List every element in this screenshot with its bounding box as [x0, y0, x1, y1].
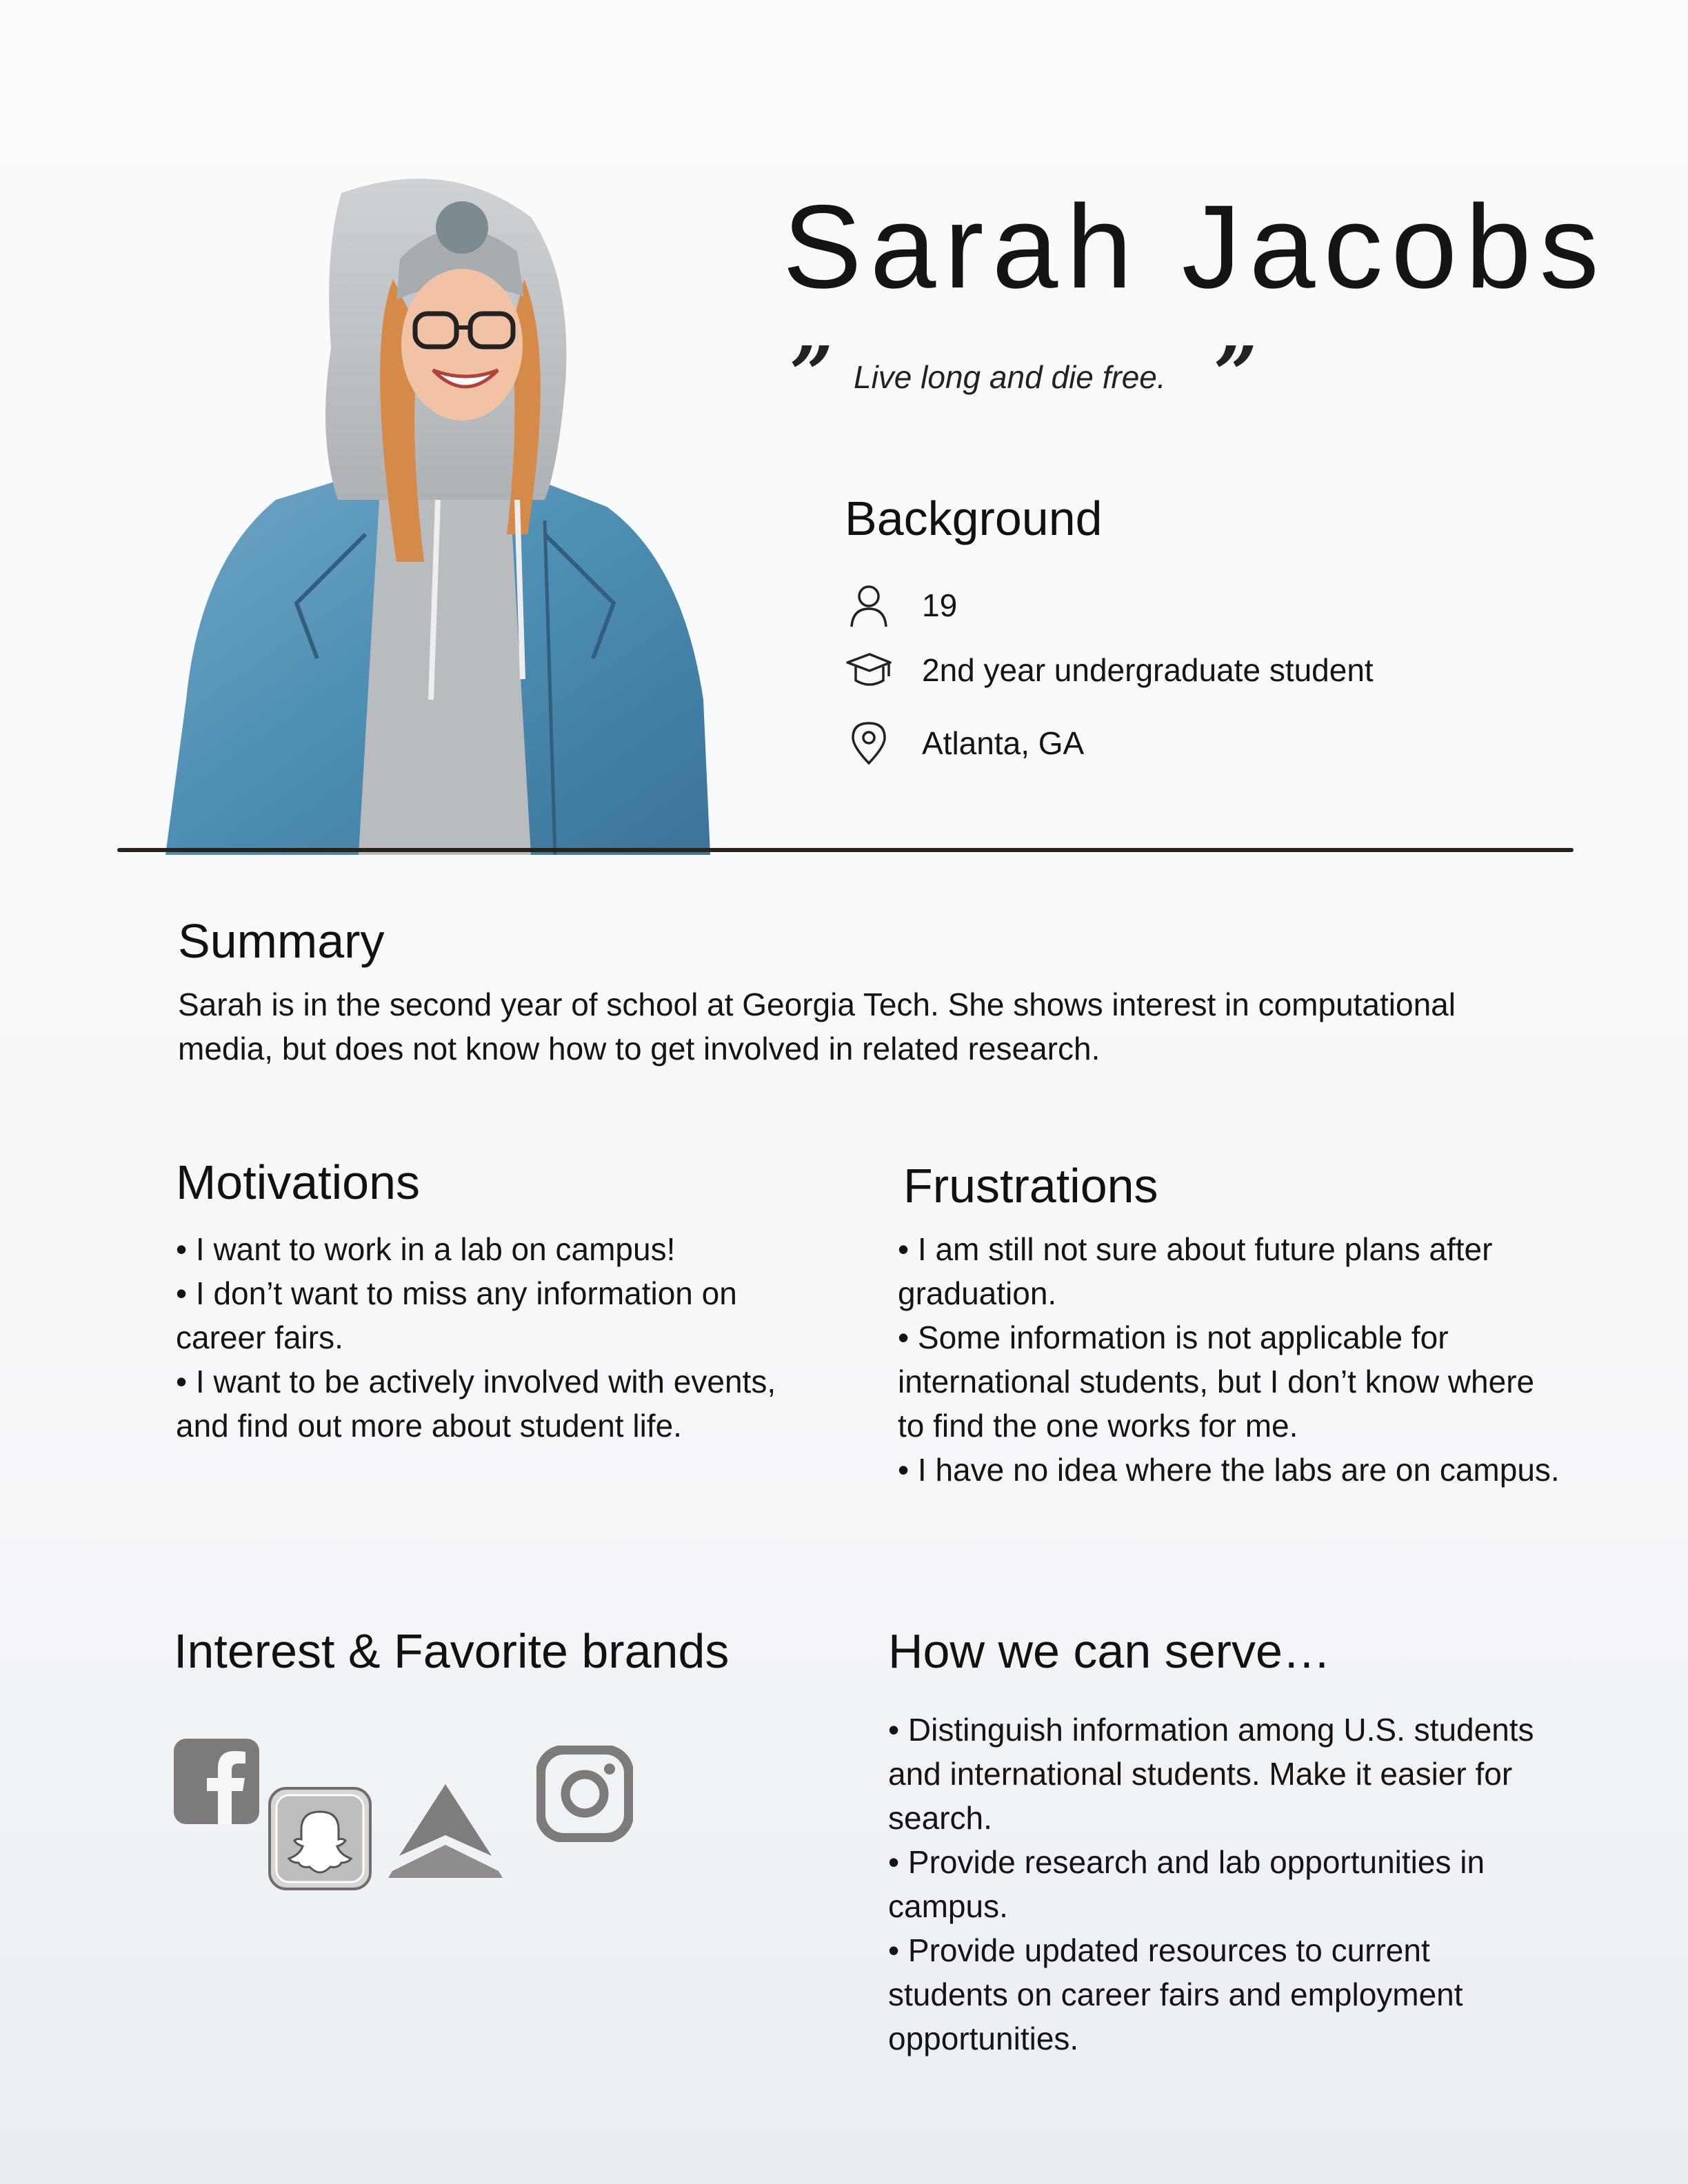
facebook-icon — [174, 1739, 259, 1824]
person-icon — [845, 581, 893, 629]
instagram-icon — [536, 1746, 633, 1842]
summary-text: Sarah is in the second year of school at Georgia Tech. She shows interest in computational media, but does not know how to get involved in related research. — [178, 987, 1456, 1066]
background-education-row — [845, 643, 1374, 698]
persona-photo — [159, 176, 731, 855]
serve-item: • Distinguish information among U.S. students and international students. Make it easier for search. — [888, 1708, 1550, 1840]
frustration-item: • I am still not sure about future plans after graduation. — [898, 1227, 1560, 1315]
frustrations-title: Frustrations — [903, 1159, 1158, 1213]
persona-quote: Live long and die free. — [854, 359, 1166, 395]
persona-name: Sarah Jacobs — [783, 181, 1607, 313]
header-divider — [117, 848, 1574, 852]
serve-title: How we can serve… — [888, 1624, 1331, 1678]
serve-item: • Provide updated resources to current students on career fairs and employment opportunities. — [888, 1928, 1550, 2061]
quote-open-mark: ” — [790, 330, 834, 418]
motivations-title: Motivations — [176, 1155, 421, 1209]
background-age-row — [845, 578, 957, 633]
frustrations-list — [898, 1227, 1560, 1492]
motivation-item: • I want to work in a lab on campus! — [176, 1227, 817, 1271]
quote-close-mark: ” — [1214, 330, 1258, 418]
summary-title: Summary — [178, 914, 385, 968]
graduation-cap-icon — [845, 646, 893, 694]
location-pin-icon — [845, 719, 893, 767]
arrow-brand-icon — [388, 1781, 503, 1878]
motivations-list — [176, 1227, 817, 1448]
frustration-item: • I have no idea where the labs are on campus. — [898, 1448, 1560, 1492]
snapchat-icon — [267, 1786, 373, 1892]
serve-item: • Provide research and lab opportunities in campus. — [888, 1840, 1550, 1928]
frustration-item: • Some information is not applicable for international students, but I don’t know where to find the one works for me. — [898, 1315, 1560, 1448]
background-title: Background — [845, 492, 1103, 545]
background-location-row — [845, 716, 1084, 771]
background-education: 2nd year undergraduate student — [922, 652, 1374, 688]
motivation-item: • I don’t want to miss any information on career fairs. — [176, 1271, 817, 1359]
interests-title: Interest & Favorite brands — [174, 1624, 730, 1678]
background-age: 19 — [922, 587, 958, 623]
background-location: Atlanta, GA — [922, 725, 1085, 761]
motivation-item: • I want to be actively involved with events, and find out more about student life. — [176, 1359, 817, 1448]
serve-list — [888, 1708, 1550, 2061]
